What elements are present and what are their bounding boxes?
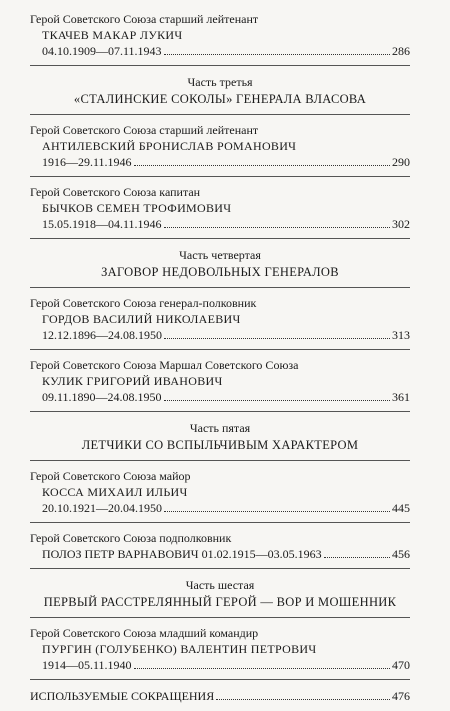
entry-rank: Герой Советского Союза майор [30,469,191,483]
entry-page-number: 361 [392,390,410,404]
entry-dates: 1914—05.11.1940 [42,658,132,672]
entry-dates-row [30,154,410,170]
entry-dates-row [30,500,410,516]
dot-leader [164,54,390,55]
entry-name-dates: ПОЛОЗ ПЕТР ВАРНАВОВИЧ 01.02.1915—03.05.1963 [42,547,322,561]
entry-page-number: 456 [392,547,410,561]
entry-name: ПУРГИН (ГОЛУБЕНКО) ВАЛЕНТИН ПЕТРОВИЧ [42,642,317,656]
dot-leader [164,227,390,228]
part-label: Часть шестая [185,578,255,592]
part-heading-6 [30,577,410,611]
part-label: Часть третья [187,75,253,89]
entry-page-number: 302 [392,217,410,231]
abbreviations-title: ИСПОЛЬЗУЕМЫЕ СОКРАЩЕНИЯ [30,689,215,703]
entry-page-number: 286 [392,44,410,58]
part-title: «СТАЛИНСКИЕ СОКОЛЫ» ГЕНЕРАЛА ВЛАСОВА [73,92,367,106]
entry-dates: 12.12.1896—24.08.1950 [42,328,162,342]
dot-leader [164,511,390,512]
separator-line [30,522,410,523]
entry-page-number: 470 [392,658,410,672]
entry-dates-row [30,327,410,343]
entry-name: ТКАЧЕВ МАКАР ЛУКИЧ [42,28,183,42]
separator-line [30,176,410,177]
separator-line [30,287,410,288]
entry-name: КУЛИК ГРИГОРИЙ ИВАНОВИЧ [42,374,223,388]
dot-leader [216,699,390,700]
toc-entry-gordov [30,296,410,343]
separator-line [30,114,410,115]
entry-name: БЫЧКОВ СЕМЕН ТРОФИМОВИЧ [42,201,232,215]
separator-line [30,679,410,680]
toc-entry-kossa [30,469,410,516]
part-title: ЛЕТЧИКИ СО ВСПЫЛЬЧИВЫМ ХАРАКТЕРОМ [81,438,359,452]
separator-line [30,238,410,239]
dot-leader [134,668,390,669]
dot-leader [324,557,390,558]
dot-leader [164,400,390,401]
entry-dates-row [30,546,410,562]
entry-dates-row [30,43,410,59]
part-title: ПЕРВЫЙ РАССТРЕЛЯННЫЙ ГЕРОЙ — ВОР И МОШЕННИК [43,595,397,609]
entry-rank: Герой Советского Союза капитан [30,185,201,199]
entry-page-number: 313 [392,328,410,342]
separator-line [30,65,410,66]
entry-dates-row [30,389,410,405]
entry-page-number: 290 [392,155,410,169]
toc-entry-kulik [30,358,410,405]
entry-rank: Герой Советского Союза Маршал Советского Союза [30,358,299,372]
part-heading-5 [30,420,410,454]
part-title: ЗАГОВОР НЕДОВОЛЬНЫХ ГЕНЕРАЛОВ [101,265,339,279]
entry-page-number: 476 [392,689,410,703]
dot-leader [164,338,390,339]
entry-name: КОССА МИХАИЛ ИЛЬИЧ [42,485,188,499]
separator-line [30,568,410,569]
entry-dates: 09.11.1890—24.08.1950 [42,390,162,404]
entry-dates: 1916—29.11.1946 [42,155,132,169]
table-of-contents [30,12,410,704]
toc-entry-tkachev [30,12,410,59]
entry-dates: 04.10.1909—07.11.1943 [42,44,162,58]
entry-dates-row [30,657,410,673]
entry-dates: 15.05.1918—04.11.1946 [42,217,162,231]
entry-dates-row [30,216,410,232]
part-heading-3 [30,74,410,108]
entry-rank: Герой Советского Союза подполковник [30,531,232,545]
separator-line [30,349,410,350]
entry-name: АНТИЛЕВСКИЙ БРОНИСЛАВ РОМАНОВИЧ [42,139,297,153]
part-heading-4 [30,247,410,281]
toc-entry-purgin [30,626,410,673]
separator-line [30,460,410,461]
separator-line [30,411,410,412]
toc-entry-poloz [30,531,410,562]
part-label: Часть четвертая [179,248,261,262]
part-label: Часть пятая [189,421,251,435]
entry-dates: 20.10.1921—20.04.1950 [42,501,162,515]
entry-name: ГОРДОВ ВАСИЛИЙ НИКОЛАЕВИЧ [42,312,241,326]
dot-leader [134,165,390,166]
entry-rank: Герой Советского Союза генерал-полковник [30,296,257,310]
separator-line [30,617,410,618]
toc-entry-abbreviations [30,688,410,704]
entry-rank: Герой Советского Союза старший лейтенант [30,12,259,26]
toc-entry-bychkov [30,185,410,232]
entry-page-number: 445 [392,501,410,515]
entry-rank: Герой Советского Союза старший лейтенант [30,123,259,137]
entry-rank: Герой Советского Союза младший командир [30,626,259,640]
toc-entry-antilevsky [30,123,410,170]
